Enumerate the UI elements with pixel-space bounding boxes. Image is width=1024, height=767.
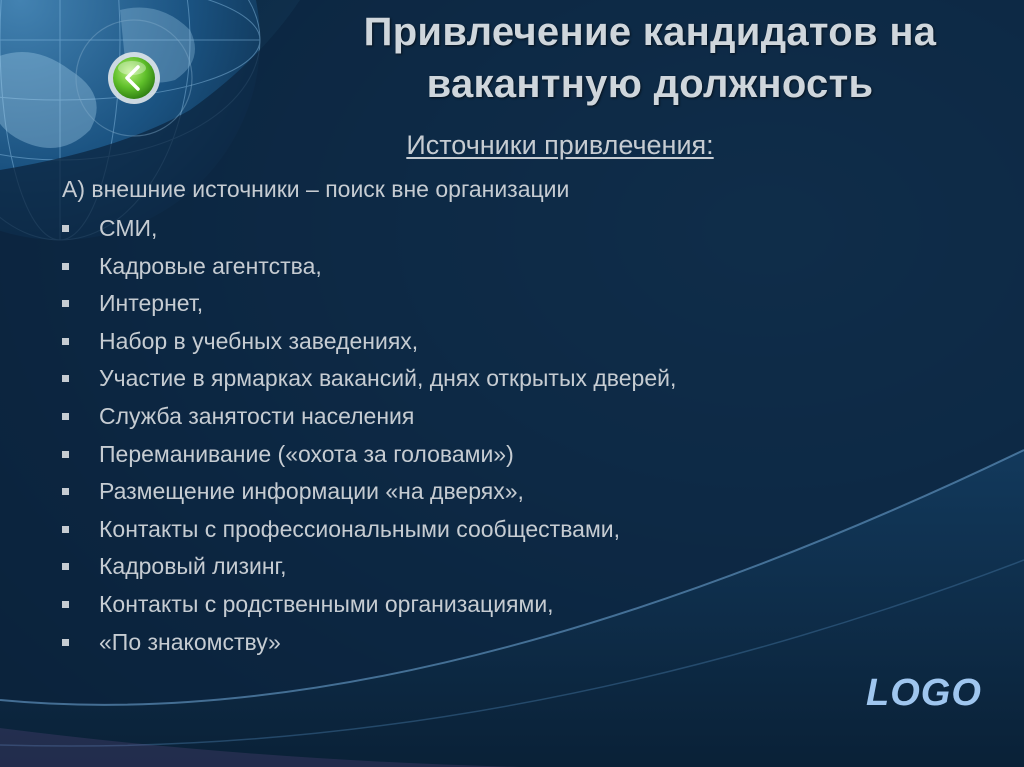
square-bullet-icon — [62, 300, 69, 307]
list-item — [62, 285, 676, 323]
list-item — [62, 624, 676, 662]
list-item-text: Кадровые агентства, — [99, 252, 322, 279]
square-bullet-icon — [62, 526, 69, 533]
square-bullet-icon — [62, 225, 69, 232]
list-item — [62, 210, 676, 248]
list-item — [62, 586, 676, 624]
list-item — [62, 436, 676, 474]
back-arrow-icon — [106, 50, 162, 106]
list-item — [62, 548, 676, 586]
square-bullet-icon — [62, 413, 69, 420]
square-bullet-icon — [62, 451, 69, 458]
square-bullet-icon — [62, 639, 69, 646]
list-item-text: СМИ, — [99, 215, 158, 241]
section-subtitle: Источники привлечения: — [406, 130, 714, 160]
list-item — [62, 398, 676, 436]
list-item — [62, 360, 676, 398]
list-item — [62, 511, 676, 549]
list-item-text: Контакты с родственными организациями, — [99, 590, 554, 617]
list-item-text: Служба занятости населения — [99, 402, 415, 429]
square-bullet-icon — [62, 488, 69, 495]
logo: LOGO — [866, 672, 982, 714]
list-item-text: Размещение информации «на дверях», — [99, 478, 524, 505]
square-bullet-icon — [62, 338, 69, 345]
square-bullet-icon — [62, 263, 69, 270]
list-item-text: Кадровый лизинг, — [99, 553, 287, 580]
list-item — [62, 323, 676, 361]
list-item — [62, 248, 676, 286]
list-item-text: Интернет, — [99, 290, 204, 317]
slide-title: Привлечение кандидатов на вакантную должность — [363, 10, 937, 106]
list-item-text: Участие в ярмарках вакансий, днях открытых дверей, — [99, 365, 677, 392]
list-item-text: Переманивание («охота за головами») — [99, 440, 514, 467]
square-bullet-icon — [62, 563, 69, 570]
back-button[interactable] — [106, 50, 162, 106]
square-bullet-icon — [62, 375, 69, 382]
sources-list — [62, 210, 676, 661]
list-item-text: Контакты с профессиональными сообществами, — [99, 515, 621, 542]
list-item — [62, 473, 676, 511]
intro-text: А) внешние источники – поиск вне организации — [62, 176, 570, 202]
square-bullet-icon — [62, 601, 69, 608]
list-item-text: Набор в учебных заведениях, — [99, 327, 419, 354]
list-item-text: «По знакомству» — [99, 628, 281, 655]
